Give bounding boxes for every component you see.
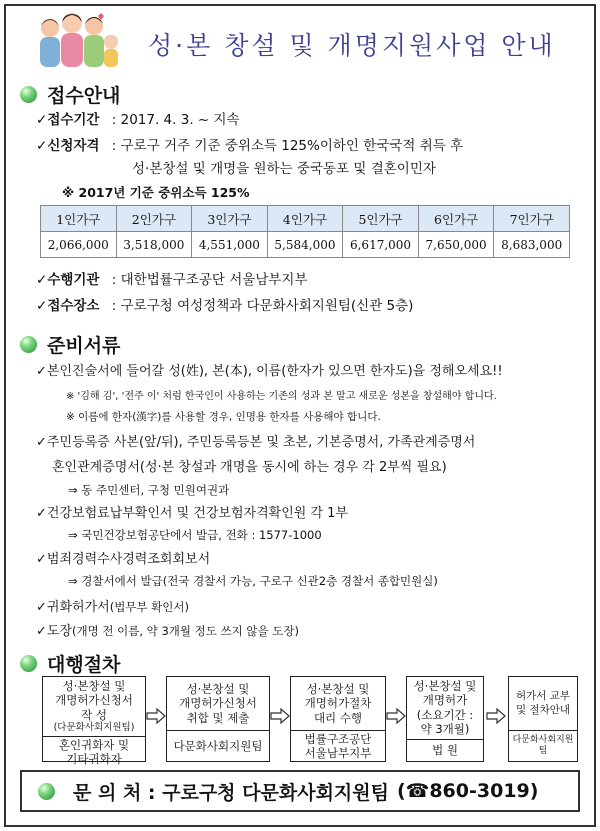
procedure-step-2-task [167, 677, 269, 731]
document-item-6-note: (개명 전 이름, 약 3개월 정도 쓰지 않을 도장) [72, 624, 299, 638]
period-row [36, 108, 240, 128]
procedure-step-3-line2: 개명허가절차 [304, 696, 372, 711]
reception-section-header [20, 81, 120, 108]
place-value: : 구로구청 여성정책과 다문화사회지원팀(신관 5층) [111, 298, 414, 314]
document-item-3-source: ⇒ 국민건강보험공단에서 발급, 전화 : 1577-1000 [68, 528, 322, 542]
contact-label: 문 의 처 : 구로구청 다문화사회지원팀 [73, 781, 389, 804]
procedure-step-4-line3: (소요기간 : [416, 707, 474, 722]
procedure-step-4-actor [407, 740, 483, 762]
procedure-step-1-line2: 개명허가신청서 [55, 693, 133, 708]
check-icon: ✓ [36, 364, 47, 379]
procedure-step-4-line2: 개명허가 [422, 693, 468, 708]
green-ball-icon [20, 86, 37, 103]
procedure-step-3-actor [291, 731, 385, 761]
document-item-5 [36, 596, 189, 615]
header [30, 8, 590, 78]
document-item-4-text: 범죄경력수사경력조회회보서 [46, 552, 211, 567]
income-table [40, 205, 570, 258]
procedure-step-2-actor-line1: 다문화사회지원팀 [173, 738, 263, 753]
procedure-step-3-line3: 대리 수행 [313, 710, 363, 725]
check-icon: ✓ [36, 112, 48, 128]
procedure-section-header [20, 650, 120, 677]
median-income-note: ※ 2017년 기준 중위소득 125% [62, 185, 250, 200]
green-ball-icon [20, 336, 37, 353]
check-icon: ✓ [36, 600, 47, 615]
document-item-5-note: (법무부 확인서) [109, 600, 189, 614]
procedure-step-4-line4: 약 3개월) [420, 722, 470, 737]
household-1-header: 1인가구 [41, 206, 117, 232]
procedure-step-1-note: (다문화사회지원팀) [53, 722, 135, 734]
procedure-step-4-task [407, 677, 483, 740]
eligibility-value-line2: 성·본창설 및 개명을 원하는 중국동포 및 결혼이민자 [132, 161, 436, 177]
procedure-step-5 [508, 676, 578, 762]
green-ball-icon [20, 655, 37, 672]
eligibility-value-line1: : 구로구 거주 기준 중위소득 125%이하인 한국국적 취득 후 [111, 138, 464, 154]
procedure-step-2 [166, 676, 270, 762]
document-item-4-source: ⇒ 경찰서에서 발급(전국 경찰서 가능, 구로구 신관2층 경찰서 종합민원실) [68, 574, 438, 588]
household-4-income: 5,584,000 [267, 232, 343, 258]
procedure-step-1-actor [43, 737, 145, 767]
household-3-income: 4,551,000 [192, 232, 268, 258]
household-6-header: 6인가구 [418, 206, 494, 232]
household-2-header: 2인가구 [116, 206, 192, 232]
document-item-3 [36, 502, 348, 521]
check-icon: ✓ [36, 552, 47, 567]
procedure-step-5-actor-line1: 다문화사회지원팀 [512, 734, 574, 756]
document-item-5-main: 귀화허가서 [46, 600, 110, 615]
procedure-step-2-actor [167, 731, 269, 761]
check-icon: ✓ [36, 435, 47, 450]
procedure-step-3-actor-line1: 법률구조공단 [304, 731, 372, 746]
household-5-header: 5인가구 [343, 206, 419, 232]
procedure-step-1-actor-line1: 혼인귀화자 및 [58, 737, 130, 752]
income-table-value-row [41, 232, 570, 258]
place-label: 접수장소 [47, 298, 100, 314]
household-2-income: 3,518,000 [116, 232, 192, 258]
documents-section-header [20, 331, 120, 358]
document-item-1-note-1: ※ '김해 김', '전주 이' 처럼 한국인이 사용하는 기존의 성과 본 말고 새로운 성본을 창설해야 합니다. [66, 391, 497, 402]
document-item-1 [36, 360, 503, 379]
household-1-income: 2,066,000 [41, 232, 117, 258]
place-row [36, 294, 413, 314]
documents-heading: 준비서류 [47, 335, 121, 357]
period-value: : 2017. 4. 3. ~ 지속 [111, 112, 240, 128]
document-item-1-text: 본인진술서에 들어갈 성(姓), 본(本), 이름(한자가 있으면 한자도)을 정해오세요!! [46, 364, 503, 379]
green-ball-icon [38, 783, 55, 800]
procedure-step-1 [42, 676, 146, 766]
document-item-2 [36, 431, 475, 450]
double-outline-arrow-icon [386, 708, 406, 724]
household-7-income: 8,683,000 [494, 232, 570, 258]
procedure-step-2-line1: 성·본창설 및 [186, 681, 250, 696]
procedure-step-3-line1: 성·본창설 및 [306, 681, 370, 696]
document-item-6-main: 도장 [46, 624, 73, 639]
document-item-2-source: ⇒ 동 주민센터, 구청 민원여권과 [68, 483, 230, 497]
procedure-step-2-line3: 취합 및 제출 [186, 710, 250, 725]
procedure-step-4 [406, 676, 484, 762]
eligibility-label: 신청자격 [47, 138, 100, 154]
document-item-1-note-2: ※ 이름에 한자(漢字)를 사용할 경우, 인명용 한자를 사용해야 합니다. [66, 411, 381, 423]
document-item-3-text: 건강보험료납부확인서 및 건강보험자격확인원 각 1부 [46, 506, 348, 521]
income-table-header-row [41, 206, 570, 232]
double-outline-arrow-icon [486, 708, 506, 724]
check-icon: ✓ [36, 624, 47, 639]
document-item-4 [36, 548, 210, 567]
document-item-6 [36, 620, 299, 639]
procedure-step-2-line2: 개명허가신청서 [179, 696, 257, 711]
document-item-2-line2: 혼인관계증명서(성·본 창설과 개명을 동시에 하는 경우 각 2부씩 필요) [52, 460, 447, 475]
contact-phone: (☎860-3019) [396, 780, 539, 802]
eligibility-row [36, 134, 463, 154]
check-icon: ✓ [36, 272, 48, 288]
household-3-header: 3인가구 [192, 206, 268, 232]
reception-heading: 접수안내 [47, 85, 121, 107]
agency-value: : 대한법률구조공단 서울남부지부 [111, 272, 308, 288]
page-title: 성·본 창설 및 개명지원사업 안내 [148, 31, 556, 60]
period-label: 접수기간 [47, 112, 100, 128]
family-illustration [36, 10, 120, 72]
household-5-income: 6,617,000 [343, 232, 419, 258]
agency-label: 수행기관 [47, 272, 100, 288]
check-icon: ✓ [36, 298, 48, 314]
procedure-step-5-line2: 및 절차안내 [515, 703, 571, 716]
procedure-step-5-task [509, 677, 577, 731]
procedure-step-1-line1: 성·본창설 및 [62, 679, 126, 693]
procedure-step-1-task [43, 677, 145, 737]
procedure-step-1-actor-line2: 기타귀화자 [66, 752, 122, 766]
household-7-header: 7인가구 [494, 206, 570, 232]
procedure-step-3 [290, 676, 386, 762]
procedure-step-4-line1: 성·본창설 및 [413, 679, 477, 693]
document-item-2-line1: 주민등록증 사본(앞/뒤), 주민등록등본 및 초본, 기본증명서, 가족관계증명서 [46, 435, 476, 450]
procedure-step-1-line3: 작 성 [81, 707, 107, 722]
double-outline-arrow-icon [270, 708, 290, 724]
procedure-step-3-actor-line2: 서울남부지부 [304, 746, 372, 760]
procedure-step-5-line1: 허가서 교부 [515, 690, 571, 703]
check-icon: ✓ [36, 138, 48, 154]
double-outline-arrow-icon [146, 708, 166, 724]
check-icon: ✓ [36, 506, 47, 521]
procedure-step-4-actor-line1: 법 원 [432, 743, 458, 758]
procedure-heading: 대행절차 [47, 654, 121, 676]
household-4-header: 4인가구 [267, 206, 343, 232]
procedure-step-3-task [291, 677, 385, 731]
contact-box [20, 770, 580, 812]
household-6-income: 7,650,000 [418, 232, 494, 258]
procedure-step-5-actor [509, 731, 577, 761]
agency-row [36, 268, 308, 288]
